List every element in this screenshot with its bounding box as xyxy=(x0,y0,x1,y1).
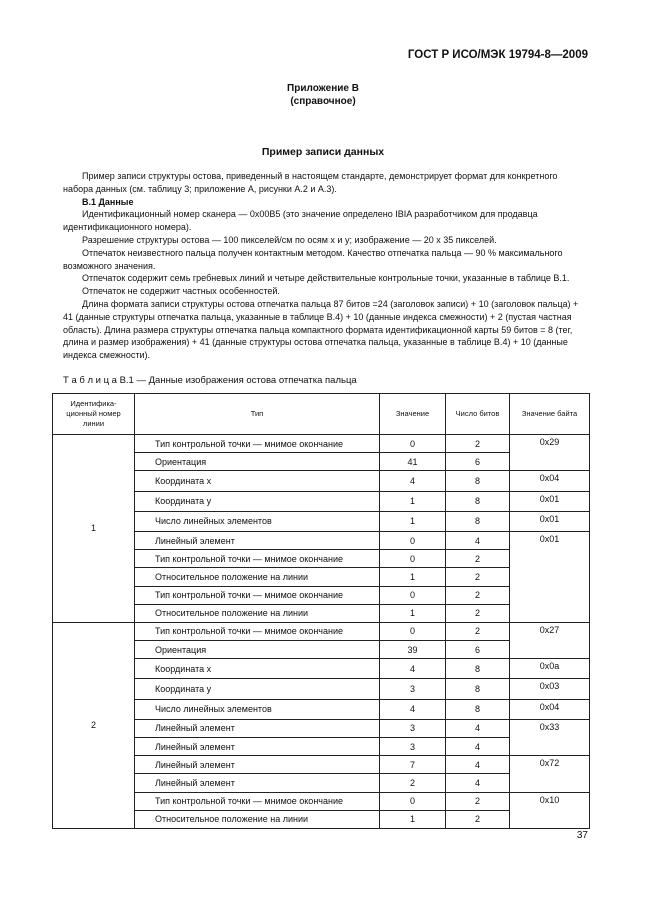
type-cell: Ориентация xyxy=(135,453,380,471)
appendix-title: Приложение В xyxy=(287,83,359,94)
bits-cell: 4 xyxy=(446,756,510,774)
line-id-cell: 2 xyxy=(53,622,135,828)
bits-cell: 6 xyxy=(446,453,510,471)
value-cell: 0 xyxy=(380,792,446,810)
bits-cell: 8 xyxy=(446,679,510,699)
type-cell: Линейный элемент xyxy=(135,756,380,774)
value-cell: 4 xyxy=(380,699,446,719)
table-body xyxy=(53,435,590,829)
page-number: 37 xyxy=(576,830,588,841)
value-cell: 1 xyxy=(380,491,446,511)
value-cell: 1 xyxy=(380,568,446,586)
column-header: Идентифика-ционный номер линии xyxy=(53,394,135,435)
value-cell: 4 xyxy=(380,659,446,679)
value-cell: 1 xyxy=(380,810,446,828)
body-text xyxy=(63,170,589,362)
value-cell: 7 xyxy=(380,756,446,774)
bits-cell: 4 xyxy=(446,531,510,549)
byte-value-cell: 0x04 xyxy=(510,471,590,491)
bits-cell: 2 xyxy=(446,792,510,810)
bits-cell: 2 xyxy=(446,550,510,568)
value-cell: 0 xyxy=(380,550,446,568)
bits-cell: 8 xyxy=(446,699,510,719)
bits-cell: 8 xyxy=(446,491,510,511)
table-caption: Т а б л и ц а В.1 — Данные изображения остова отпечатка пальца xyxy=(63,375,357,386)
section-title: Пример записи данных xyxy=(261,146,385,158)
type-cell: Число линейных элементов xyxy=(135,699,380,719)
type-cell: Тип контрольной точки — мнимое окончание xyxy=(135,550,380,568)
bits-cell: 2 xyxy=(446,435,510,453)
paragraph: Идентификационный номер сканера — 0x00B5 (это значение определено IBIA разработчиком для продавца идентификационного номера). xyxy=(63,209,538,233)
type-cell: Координата y xyxy=(135,491,380,511)
byte-value-cell: 0x03 xyxy=(510,679,590,699)
paragraph: Пример записи структуры остова, приведенный в настоящем стандарте, демонстрирует формат для конкретного набора данных (см. таблицу 3; приложение А, рисунки А.2 и А.3). xyxy=(63,171,558,194)
table-row xyxy=(53,622,590,640)
table-header-row xyxy=(53,394,590,435)
bits-cell: 6 xyxy=(446,641,510,659)
type-cell: Координата x xyxy=(135,659,380,679)
data-table xyxy=(52,393,590,829)
bits-cell: 2 xyxy=(446,604,510,622)
byte-value-cell: 0x27 xyxy=(510,622,590,658)
value-cell: 39 xyxy=(380,641,446,659)
type-cell: Тип контрольной точки — мнимое окончание xyxy=(135,622,380,640)
byte-value-cell: 0x01 xyxy=(510,491,590,511)
type-cell: Линейный элемент xyxy=(135,774,380,792)
column-header: Тип xyxy=(135,394,380,435)
byte-value-cell: 0x29 xyxy=(510,435,590,471)
value-cell: 3 xyxy=(380,719,446,737)
type-cell: Координата y xyxy=(135,679,380,699)
bits-cell: 4 xyxy=(446,738,510,756)
byte-value-cell: 0x10 xyxy=(510,792,590,828)
bits-cell: 2 xyxy=(446,568,510,586)
document-code: ГОСТ Р ИСО/МЭК 19794-8—2009 xyxy=(407,49,588,61)
byte-value-cell: 0x72 xyxy=(510,756,590,792)
type-cell: Координата x xyxy=(135,471,380,491)
bits-cell: 4 xyxy=(446,719,510,737)
column-header: Значение xyxy=(380,394,446,435)
bits-cell: 4 xyxy=(446,774,510,792)
type-cell: Тип контрольной точки — мнимое окончание xyxy=(135,586,380,604)
value-cell: 0 xyxy=(380,586,446,604)
byte-value-cell: 0x04 xyxy=(510,699,590,719)
byte-value-cell: 0x01 xyxy=(510,531,590,622)
type-cell: Ориентация xyxy=(135,641,380,659)
column-header: Число битов xyxy=(446,394,510,435)
paragraph: Отпечаток содержит семь гребневых линий и четыре действительные контрольные точки, указанные в таблице В.1. xyxy=(82,273,570,284)
line-id-cell: 1 xyxy=(53,435,135,623)
paragraph: Отпечаток неизвестного пальца получен контактным методом. Качество отпечатка пальца — 90 % максимального возможного значения. xyxy=(63,247,563,271)
bits-cell: 8 xyxy=(446,471,510,491)
type-cell: Линейный элемент xyxy=(135,738,380,756)
paragraph: Длина формата записи структуры остова отпечатка пальца 87 битов =24 (заголовок записи) + 10 (заголовок пальца) + 41 (данные структуры отпечатка пальца, указанные в таблице В.4) + 10 (данные индекса смежности) + 2 (пустая частная область). Длина размера структуры отпечатка пальца компактного формата идентификационной карты 59 битов = 8 (тег, длина и размер изображения) + 41 (данные структуры остова отпечатка пальца, указанные в таблице В.4) + 10 (данные индекса смежности). xyxy=(63,298,579,361)
type-cell: Линейный элемент xyxy=(135,719,380,737)
value-cell: 3 xyxy=(380,679,446,699)
value-cell: 0 xyxy=(380,531,446,549)
type-cell: Относительное положение на линии xyxy=(135,810,380,828)
byte-value-cell: 0x33 xyxy=(510,719,590,755)
appendix-heading xyxy=(0,82,646,108)
bits-cell: 2 xyxy=(446,622,510,640)
value-cell: 1 xyxy=(380,604,446,622)
value-cell: 0 xyxy=(380,435,446,453)
value-cell: 41 xyxy=(380,453,446,471)
value-cell: 3 xyxy=(380,738,446,756)
column-header: Значение байта xyxy=(510,394,590,435)
byte-value-cell: 0x0a xyxy=(510,659,590,679)
type-cell: Тип контрольной точки — мнимое окончание xyxy=(135,792,380,810)
type-cell: Тип контрольной точки — мнимое окончание xyxy=(135,435,380,453)
table-row xyxy=(53,435,590,453)
value-cell: 0 xyxy=(380,622,446,640)
type-cell: Линейный элемент xyxy=(135,531,380,549)
bits-cell: 8 xyxy=(446,659,510,679)
bits-cell: 2 xyxy=(446,810,510,828)
subsection-heading: В.1 Данные xyxy=(82,196,134,207)
type-cell: Число линейных элементов xyxy=(135,511,380,531)
type-cell: Относительное положение на линии xyxy=(135,604,380,622)
byte-value-cell: 0x01 xyxy=(510,511,590,531)
paragraph: Отпечаток не содержит частных особенностей. xyxy=(82,286,280,297)
bits-cell: 8 xyxy=(446,511,510,531)
value-cell: 4 xyxy=(380,471,446,491)
value-cell: 1 xyxy=(380,511,446,531)
bits-cell: 2 xyxy=(446,586,510,604)
value-cell: 2 xyxy=(380,774,446,792)
appendix-subtitle: (справочное) xyxy=(290,96,356,107)
type-cell: Относительное положение на линии xyxy=(135,568,380,586)
paragraph: Разрешение структуры остова — 100 пикселей/см по осям x и y; изображение — 20 x 35 пикселей. xyxy=(82,234,497,245)
